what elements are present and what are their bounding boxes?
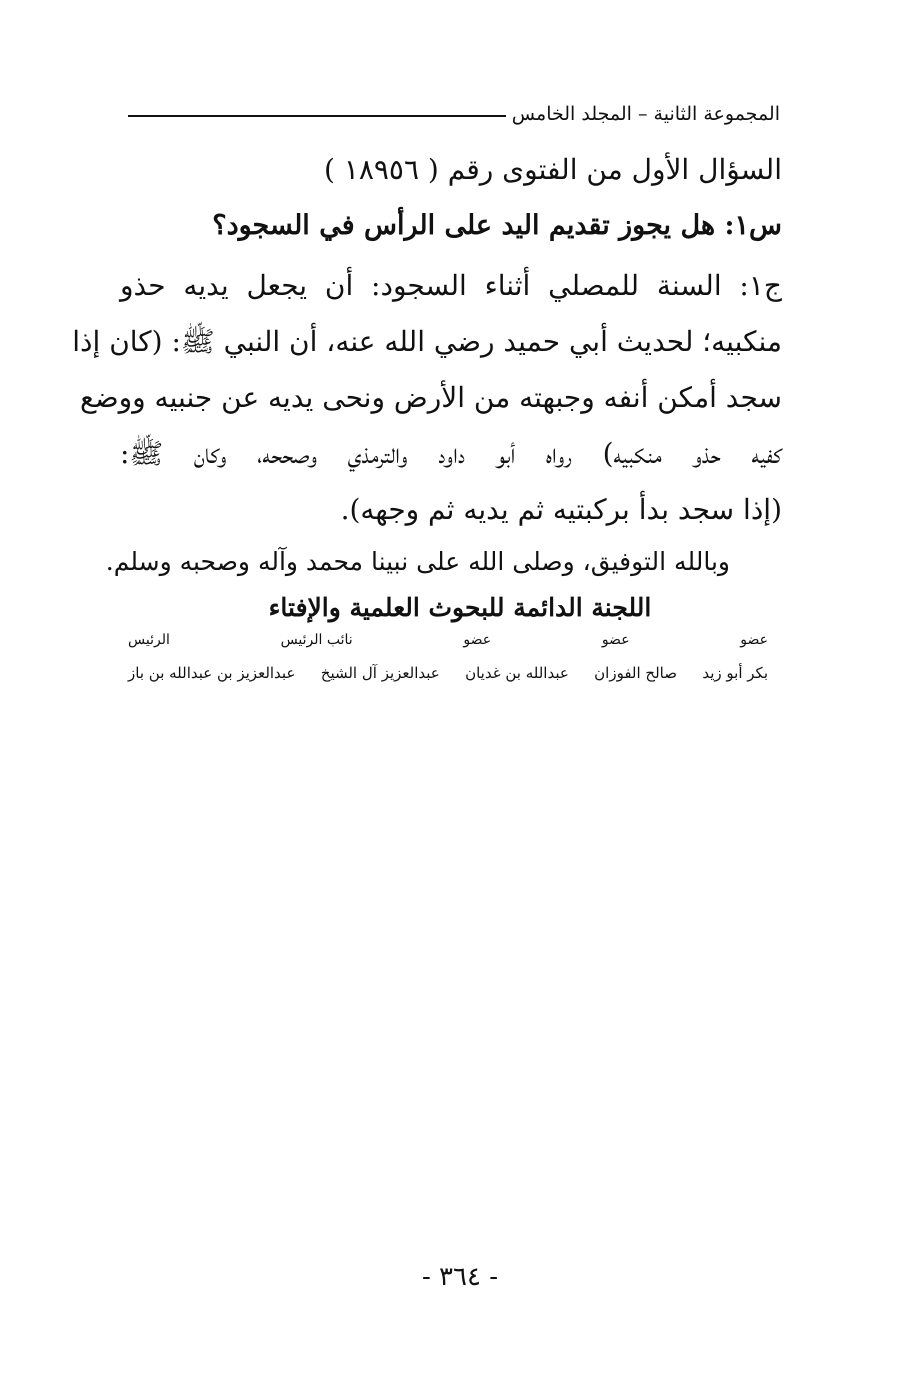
signatory-name: بكر أبو زيد — [702, 664, 768, 682]
answer-line-3: سجد أمكن أنفه وجبهته من الأرض ونحى يديه عن جنبيه ووضع — [79, 381, 782, 414]
committee-name: اللجنة الدائمة للبحوث العلمية والإفتاء — [268, 593, 652, 622]
signatory-roles — [128, 632, 768, 648]
signatory-name: عبدالله بن غديان — [465, 664, 569, 682]
signatory-names — [128, 664, 768, 682]
signatory-role: عضو — [740, 632, 768, 648]
running-header — [128, 96, 780, 132]
answer-line-2: منكبيه؛ لحديث أبي حميد رضي الله عنه، أن النبي ﷺ: (كان إذا — [72, 325, 782, 358]
signatory-name: صالح الفوزان — [594, 664, 677, 682]
closing-line: وبالله التوفيق، وصلى الله على نبينا محمد وآله وصحبه وسلم. — [105, 547, 730, 576]
answer-line-1: ج١: السنة للمصلي أثناء السجود: أن يجعل يديه حذو — [120, 269, 782, 302]
signatory-name: عبدالعزيز بن عبدالله بن باز — [128, 664, 296, 682]
answer-line-4: كفيه حذو منكبيه) رواه أبو داود والترمذي وصححه، وكان ﷺ: — [120, 437, 782, 470]
signatory-role: نائب الرئيس — [280, 632, 353, 648]
answer-line-5: (إذا سجد بدأ بركبتيه ثم يديه ثم وجهه). — [340, 493, 782, 526]
header-rule — [128, 115, 506, 117]
page-number: - ٣٦٤ - — [421, 1262, 499, 1292]
signatory-role: عضو — [463, 632, 492, 648]
running-title: المجموعة الثانية – المجلد الخامس — [511, 103, 780, 125]
signatory-role: عضو — [601, 632, 630, 648]
question-heading: س١: هل يجوز تقديم اليد على الرأس في السجود؟ — [212, 210, 782, 241]
fatwa-reference: السؤال الأول من الفتوى رقم ( ١٨٩٥٦ ) — [323, 153, 782, 186]
signatory-role: الرئيس — [128, 632, 170, 648]
signatory-name: عبدالعزيز آل الشيخ — [320, 664, 440, 682]
